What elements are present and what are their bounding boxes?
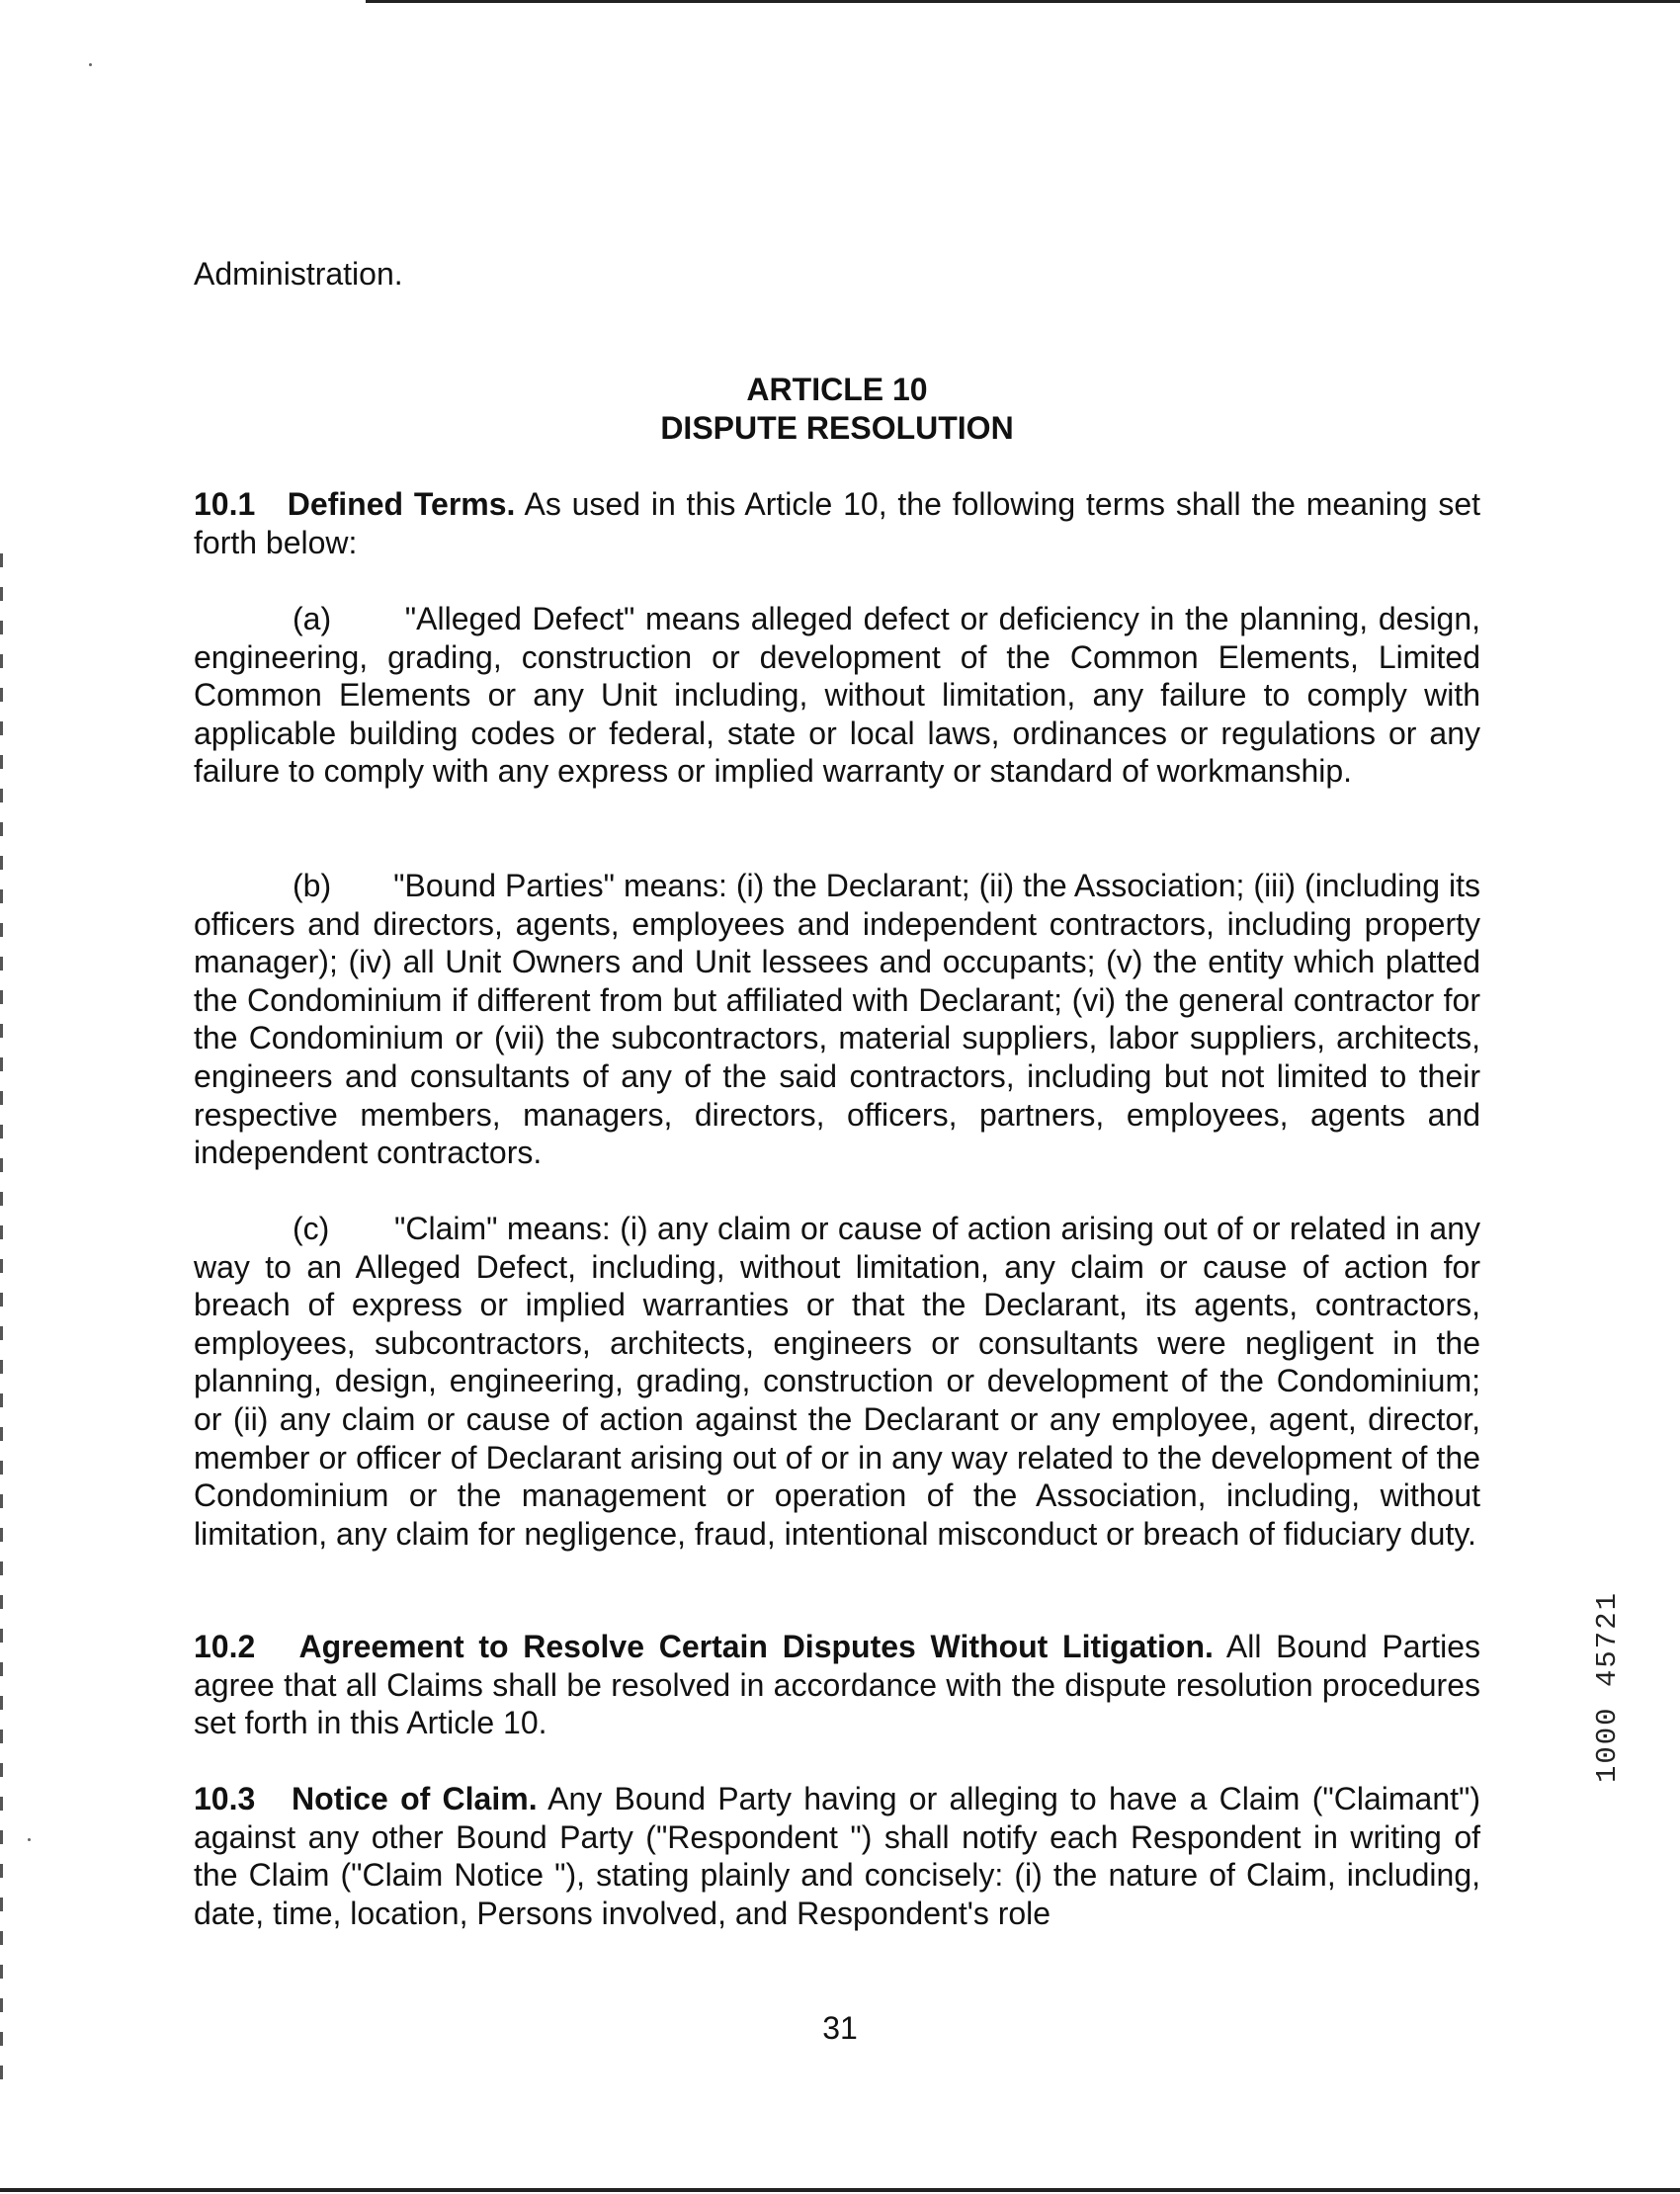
section-text: All Bound Parties agree that all Claims shall be resolved in accordance with the dispute resolution procedures set forth in this Article 10. [194, 1629, 1481, 1741]
scan-top-edge [366, 0, 1680, 3]
definition-c [194, 1210, 1480, 1553]
scan-speck [89, 63, 92, 66]
section-number: 10.3 [194, 1781, 256, 1816]
definition-text: "Claim" means: (i) any claim or cause of action arising out of or related in any way to an Alleged Defect, including, without limitation, any claim or cause of action for breach of express or implied warranties or that the Declarant, its agents, contractors, employees, subcontractors, architects, engineers or consultants were negligent in the planning, design, engineering, grading, construction or development of the Condominium; or (ii) any claim or cause of action against the Declarant or any employee, agent, director, member or officer of Declarant arising out of or in any way related to the development of the Condominium or the management or operation of the Association, including, without limitation, any claim for negligence, fraud, intentional misconduct or breach of fiduciary duty. [194, 1211, 1481, 1552]
section-title: Defined Terms. [287, 486, 516, 522]
definition-b [194, 867, 1480, 1172]
definition-marker: (a) [293, 601, 332, 636]
section-10-3 [194, 1780, 1480, 1932]
section-10-2 [194, 1628, 1480, 1742]
section-number: 10.1 [194, 486, 256, 522]
section-text: As used in this Article 10, the following terms shall the meaning set forth below: [194, 486, 1481, 560]
definition-marker: (b) [293, 868, 332, 903]
scan-bottom-edge [0, 2188, 1680, 2192]
section-number: 10.2 [194, 1629, 256, 1664]
definition-marker: (c) [293, 1211, 330, 1246]
scan-speck [28, 1838, 31, 1841]
section-text: Any Bound Party having or alleging to have a Claim ("Claimant") against any other Bound Party ("Respondent ") shall notify each Respondent in writing of the Claim ("Claim Notice "), stating plainly and concisely: (i) the nature of Claim, including, date, time, location, Persons involved, and Respondent's role [194, 1781, 1481, 1931]
article-title: DISPUTE RESOLUTION [660, 410, 1014, 446]
section-title: Agreement to Resolve Certain Disputes Without Litigation. [298, 1629, 1214, 1664]
scan-left-edge-marks [0, 553, 3, 2095]
section-title: Notice of Claim. [292, 1781, 538, 1816]
definition-text: "Alleged Defect" means alleged defect or deficiency in the planning, design, engineering, grading, construction or development of the Common Elements, Limited Common Elements or any Unit including, without limitation, any failure to comply with applicable building codes or federal, state or local laws, ordinances or regulations or any failure to comply with any express or implied warranty or standard of workmanship. [194, 601, 1481, 790]
page-number: 31 [822, 2010, 858, 2046]
intro-line: Administration. [194, 256, 403, 292]
article-number: ARTICLE 10 [746, 372, 928, 407]
definition-text: "Bound Parties" means: (i) the Declarant; (ii) the Association; (iii) (including its officers and directors, agents, employees and independent contractors, including property manager); (iv) all Unit Owners and Unit lessees and occupants; (v) the entity which platted the Condominium if different from but affiliated with Declarant; (vi) the general contractor for the Condominium or (vii) the subcontractors, material suppliers, labor suppliers, architects, engineers and consultants of any of the said contractors, including but not limited to their respective members, managers, directors, officers, partners, employees, agents and independent contractors. [194, 868, 1481, 1171]
section-10-1 [194, 485, 1480, 561]
definition-a [194, 600, 1480, 791]
side-document-stamp: 1000 45721 [1591, 1591, 1624, 1784]
